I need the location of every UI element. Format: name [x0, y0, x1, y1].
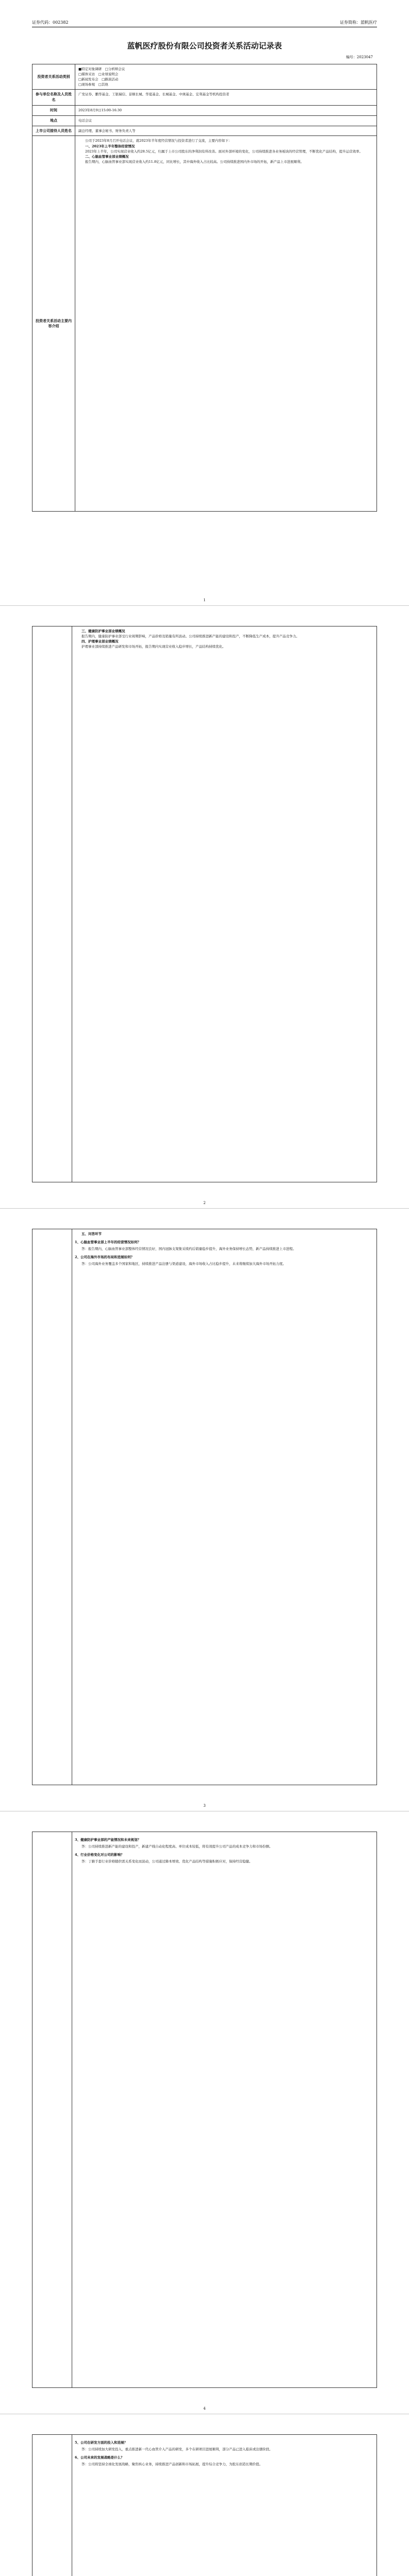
section-heading: 一、2023年上半年整体经营情况 [85, 144, 135, 148]
answer: 答：报告期内，心脑血管事业部整体经营情况良好，国内冠脉支架集采续约后销量稳步提升，海外业务保持增长态势，新产品持续推进上市进程。 [81, 1247, 296, 1251]
section-heading: 三、健康防护事业部业绩概况 [81, 629, 125, 633]
question: 6、公司未来的发展战略是什么？ [75, 2455, 124, 2460]
question: 2、公司在海外市场的布局和进展如何？ [75, 1255, 135, 1260]
page-number: 3 [203, 1804, 206, 1808]
category-label: 投资者关系活动类别 [32, 64, 75, 90]
content-continued [32, 626, 377, 1182]
document-number: 编号：2023047 [346, 55, 373, 59]
intro-text: 公司于2023年8月召开电话会议，就2023年半年度经营情况与投资者进行了交流，主要内容如下： [85, 139, 232, 143]
answer: 答：公司持续加大研发投入，重点推进新一代心血管介入产品的研发，多个在研项目进展顺利，部分产品已进入临床或注册阶段。 [81, 2447, 273, 2452]
stock-name: 证券简称：蓝帆医疗 [340, 20, 377, 25]
host-value: 副总经理、董事会秘书、财务负责人等 [75, 126, 377, 136]
page-divider [0, 1208, 409, 1209]
place-value: 电话会议 [75, 115, 377, 126]
page-number: 2 [203, 1201, 206, 1205]
section-text: 护理事业部持续推进产品研发和市场开拓，报告期内实现营业收入稳步增长，产品结构持续优化。 [81, 645, 226, 649]
content-continued [32, 1229, 377, 1785]
content-label: 投资者关系活动主要内容介绍 [32, 136, 75, 512]
host-label: 上市公司接待人员姓名 [32, 126, 75, 136]
page-number: 4 [203, 2406, 206, 2411]
answer: 答：公司将坚持全球化发展战略，聚焦核心业务，持续推进产品创新和市场拓展，提升综合竞争力，为股东创造长期价值。 [81, 2462, 263, 2467]
answer: 答：公司海外业务覆盖多个国家和地区，持续推进产品注册与渠道建设，海外市场收入占比稳步提升，未来将继续加大海外市场开拓力度。 [81, 1262, 286, 1266]
content-continued [32, 1832, 377, 2388]
stock-code: 证券代码：002382 [32, 20, 69, 25]
answer: 答：丁腈手套行业价格随供需关系变化而波动，公司通过降本增效、优化产品结构等措施积极应对，保持经营稳健。 [81, 1859, 253, 1864]
category-cell [75, 64, 377, 90]
category-item: □新闻发布会 □路演活动 [78, 77, 119, 82]
page-number: 1 [203, 598, 206, 602]
time-value: 2023年8月9日15:00-16:30 [75, 105, 377, 115]
question: 3、健康防护事业部的产能情况和未来规划？ [75, 1838, 141, 1842]
section-text: 2023年上半年，公司实现营业收入约28.5亿元，归属于上市公司股东的净利润有所改善。面对外部环境的变化，公司持续推进各业务板块的经营管理，不断优化产品结构，提升运营效率。 [85, 149, 363, 154]
content-continued [32, 2434, 377, 2576]
qa-heading: 五、问答环节 [81, 1232, 102, 1236]
answer: 答：公司持续推进新产能的建设和投产，新建产线自动化程度高、单位成本较低，将有效提升公司产品的成本竞争力和市场份额。 [81, 1844, 273, 1849]
place-label: 地点 [32, 115, 75, 126]
section-heading: 四、护理事业部业绩概况 [81, 639, 119, 644]
category-item: □现场参观 □其他 [78, 82, 108, 87]
question: 1、心脑血管事业部上半年的经营情况如何？ [75, 1240, 141, 1245]
question: 5、公司在研发方面的投入和进展？ [75, 2441, 128, 2445]
category-item: □媒体采访 □业绩说明会 [78, 72, 119, 77]
page-header [32, 20, 377, 27]
content-cell [75, 136, 377, 512]
record-table [32, 64, 377, 512]
section-text: 报告期内，心脑血管事业部实现营业收入约11.8亿元，同比增长，其中海外收入占比较高。公司持续推进国内外市场的开拓，新产品上市进展顺利。 [85, 159, 304, 164]
document-title: 蓝帆医疗股份有限公司投资者关系活动记录表 [127, 41, 282, 50]
section-heading: 二、心脑血管事业部业绩概况 [85, 154, 129, 159]
participants-label: 参与单位名称及人员姓名 [32, 90, 75, 106]
section-text: 报告期内，健康防护事业部受行业周期影响，产品价格及销量有所波动。公司持续推进新产能的建设和投产，不断降低生产成本，提升产品竞争力。 [81, 634, 300, 639]
page-divider [0, 605, 409, 606]
participants-value: 广发证券、鹏华基金、工银瑞信、景顺长城、华夏基金、长城基金、中庚基金、宏利基金等机构投资者 [75, 90, 377, 106]
time-label: 时间 [32, 105, 75, 115]
question: 4、行业价格变化对公司的影响？ [75, 1853, 124, 1857]
category-item: ■特定对象调研 □分析师会议 [78, 67, 125, 71]
